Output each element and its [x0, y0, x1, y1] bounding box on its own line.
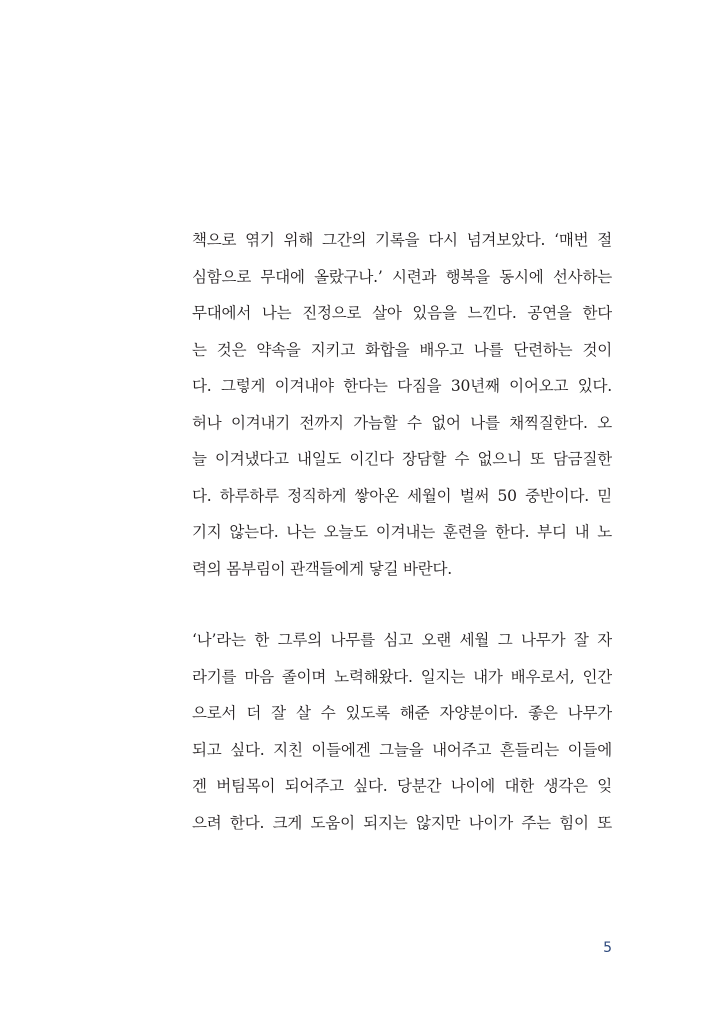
text-line: 력의 몸부림이 관객들에게 닿길 바란다. [192, 559, 453, 578]
text-line: 심함으로 무대에 올랐구나.’ 시련과 행복을 동시에 선사하는 [192, 267, 612, 286]
text-line: 기지 않는다. 나는 오늘도 이겨내는 훈련을 한다. 부디 내 노 [192, 523, 612, 541]
paragraph-1 [192, 222, 612, 587]
text-line: 무대에서 나는 진정으로 살아 있음을 느낀다. 공연을 한다 [192, 304, 612, 322]
page-number: 5 [603, 940, 612, 956]
text-line: ‘나’라는 한 그루의 나무를 심고 오랜 세월 그 나무가 잘 자 [192, 631, 612, 649]
text-line: 으로서 더 잘 살 수 있도록 해준 자양분이다. 좋은 나무가 [192, 704, 612, 722]
text-line: 라기를 마음 졸이며 노력해왔다. 일지는 내가 배우로서, 인간 [192, 667, 612, 686]
text-line: 늘 이겨냈다고 내일도 이긴다 장담할 수 없으니 또 담금질한 [192, 450, 612, 468]
text-line: 되고 싶다. 지친 이들에겐 그늘을 내어주고 흔들리는 이들에 [192, 740, 612, 759]
text-line: 는 것은 약속을 지키고 화합을 배우고 나를 단련하는 것이 [192, 340, 612, 359]
text-line: 겐 버팀목이 되어주고 싶다. 당분간 나이에 대한 생각은 잊 [192, 777, 612, 795]
text-line: 허나 이겨내기 전까지 가늠할 수 없어 나를 채찍질한다. 오 [192, 413, 612, 432]
text-line: 책으로 엮기 위해 그간의 기록을 다시 넘겨보았다. ‘매번 절 [192, 231, 612, 249]
text-line: 으려 한다. 크게 도움이 되지는 않지만 나이가 주는 힘이 또 [192, 813, 612, 832]
text-line: 다. 그렇게 이겨내야 한다는 다짐을 30년째 이어오고 있다. [192, 377, 612, 395]
text-line: 다. 하루하루 정직하게 쌓아온 세월이 벌써 50 중반이다. 믿 [192, 486, 612, 505]
paragraph-2 [192, 622, 612, 841]
